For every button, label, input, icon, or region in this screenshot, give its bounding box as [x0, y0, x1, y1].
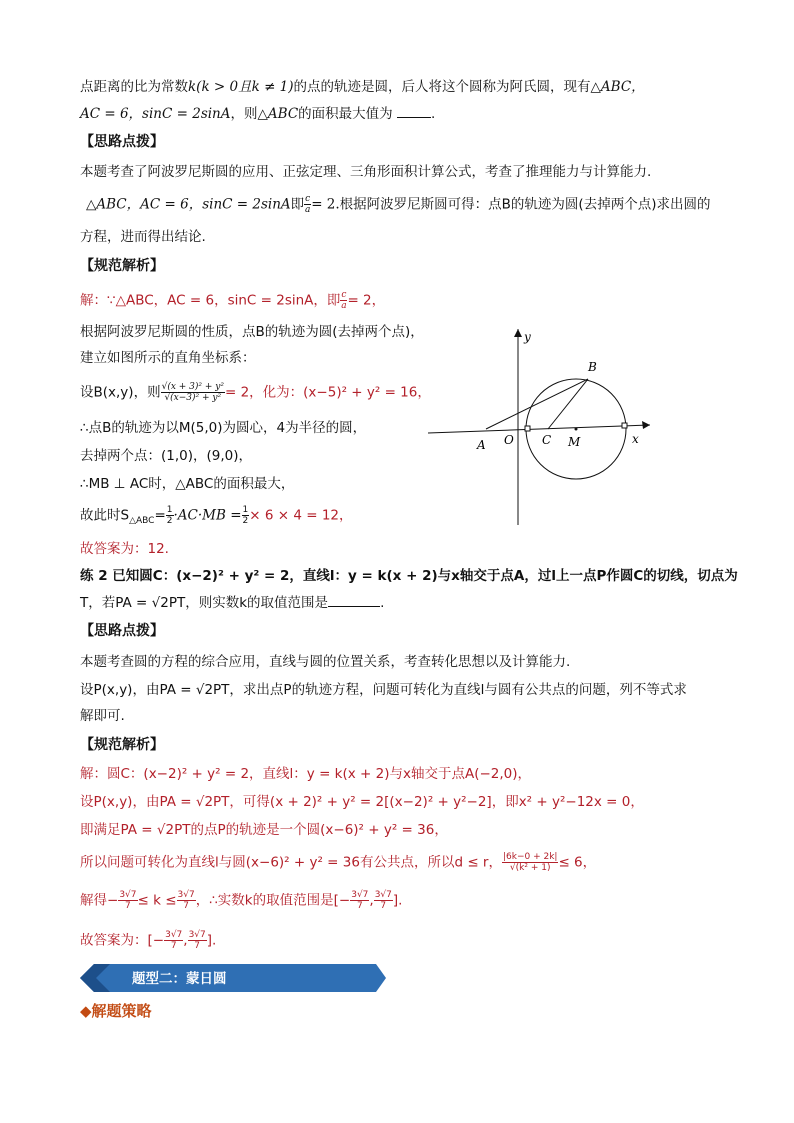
label-M: M: [568, 435, 581, 449]
solution-line-5: ∴点B的轨迹为以M(5,0)为圆心，4为半径的圆，: [80, 420, 367, 436]
solution-line-6: 去掉两个点：(1,0)，(9,0)，: [80, 448, 253, 464]
thinking-line-1: 本题考查了阿波罗尼斯圆的应用、正弦定理、三角形面积计算公式，考查了推理能力与计算能力.: [80, 164, 652, 180]
fraction-3root7-over-7: $\frac{3√7}{7}$: [374, 890, 392, 911]
y-axis-arrow-icon: [514, 329, 522, 337]
center-M-dot: [575, 428, 578, 431]
fraction-c-over-a: $\frac{c}{a}$: [341, 290, 347, 311]
fraction-one-half: $\frac{1}{2}$: [242, 505, 249, 526]
solution-line-2: 设P(x,y)，由PA = √2PT，可得(x + 2)² + y² = 2[(x−2)² + y²−2]，即x² + y²−12x = 0，: [80, 794, 644, 810]
banner-shape: [80, 964, 386, 992]
fraction-3root7-over-7: $\frac{3√7}{7}$: [119, 890, 137, 911]
label-y: y: [524, 330, 531, 344]
solution-line-5: 解得− $\frac{3√7}{7}$ ≤ k ≤ $\frac{3√7}{7}$ ，∴实数k的取值范围是[− $\frac{3√7}{7}$ , $\frac{3√7}{7}$ ].: [80, 890, 403, 911]
section-heading-thinking: 【思路点拨】: [80, 623, 164, 639]
excluded-point-1: [525, 426, 530, 431]
solution-answer: 故答案为：12.: [80, 541, 169, 557]
solution-line-4: 所以问题可转化为直线l与圆(x−6)² + y² = 36有公共点，所以d ≤ r， $\frac{|6k-0 + 2k|}{\text{√(k² + 1)}}$ ≤ 6，: [80, 852, 597, 873]
label-x: x: [632, 432, 639, 446]
problem-line-2: AC = 6，sinC = 2sinA，则△ABC的面积最大值为 .: [80, 106, 436, 122]
distance-fraction: $\frac{|6k-0 + 2k|}{\text{√(k² + 1)}}$: [502, 852, 558, 873]
segment-AB: [486, 379, 588, 429]
thinking-line-3: 方程，进而得出结论.: [80, 229, 206, 245]
thinking-line-1: 本题考查圆的方程的综合应用，直线与圆的位置关系，考查转化思想以及计算能力.: [80, 654, 571, 670]
diamond-icon: ◆: [80, 1002, 92, 1020]
label-O: O: [504, 433, 514, 447]
solution-line-3: 即满足PA = √2PT的点P的轨迹是一个圆(x−6)² + y² = 36，: [80, 822, 448, 838]
section-heading-thinking: 【思路点拨】: [80, 134, 164, 150]
label-B: B: [588, 360, 597, 374]
answer-blank: [328, 594, 380, 607]
solution-answer: 故答案为：[− $\frac{3√7}{7}$ , $\frac{3√7}{7}$ ].: [80, 930, 217, 951]
label-C: C: [542, 433, 552, 447]
segment-CB: [548, 379, 588, 429]
fraction-one-half: $\frac{1}{2}$: [166, 505, 173, 526]
x-axis-arrow-icon: [642, 421, 650, 429]
solution-line-4: 设B(x,y)，则 $\frac{\text{√(x + 3)² + y²}}{\text{√(x−3)² + y²}}$ = 2，化为：(x−5)² + y² = 16，: [80, 382, 431, 403]
thinking-line-2: △ABC，AC = 6，sinC = 2sinA即 $\frac{c}{a}$ = 2.根据阿波罗尼斯圆可得：点B的轨迹为圆(去掉两个点)求出圆的: [86, 194, 711, 215]
fraction-3root7-over-7: $\frac{3√7}{7}$: [165, 930, 183, 951]
section-banner: [80, 964, 386, 992]
excluded-point-2: [622, 423, 627, 428]
thinking-line-2: 设P(x,y)，由PA = √2PT，求出点P的轨迹方程，问题可转化为直线l与圆有公共点的问题，列不等式求: [80, 682, 687, 698]
fraction-c-over-a: $\frac{c}{a}$: [304, 194, 311, 215]
x-axis: [428, 425, 650, 433]
thinking-line-3: 解即可.: [80, 708, 125, 724]
strategy-label: 解题策略: [91, 1002, 152, 1020]
solution-line-1: 解：圆C：(x−2)² + y² = 2，直线l：y = k(x + 2)与x轴交于点A(−2,0)，: [80, 766, 532, 782]
solution-line-7: ∴MB ⊥ AC时，△ABC的面积最大，: [80, 476, 295, 492]
solution-line-8: 故此时$S_{\triangle ABC}=$ $\frac{1}{2}$ ·AC·MB = $\frac{1}{2}$ × 6 × 4 = 12，: [80, 505, 353, 527]
solution-line-2: 根据阿波罗尼斯圆的性质，点B的轨迹为圆(去掉两个点)，: [80, 324, 424, 340]
fraction-3root7-over-7: $\frac{3√7}{7}$: [351, 890, 369, 911]
section-heading-solution: 【规范解析】: [80, 258, 164, 274]
strategy-heading: [80, 1000, 152, 1021]
distance-ratio-fraction: $\frac{\text{√(x + 3)² + y²}}{\text{√(x−3)² + y²}}$: [161, 382, 224, 403]
solution-line-3: 建立如图所示的直角坐标系：: [80, 350, 256, 366]
exercise-2-line-2: T，若PA = √2PT，则实数k的取值范围是 .: [80, 595, 385, 611]
solution-line-1: 解：∵△ABC，AC = 6，sinC = 2sinA，即 $\frac{c}{a}$ = 2，: [80, 290, 386, 311]
label-A: A: [477, 438, 486, 452]
apollonius-circle-figure: [428, 325, 658, 530]
fraction-3root7-over-7: $\frac{3√7}{7}$: [188, 930, 206, 951]
problem-line-1: 点距离的比为常数k(k > 0且k ≠ 1)的点的轨迹是圆，后人将这个圆称为阿氏圆，现有△ABC，: [80, 79, 645, 95]
banner-label: 题型二：蒙日圆: [132, 971, 227, 987]
answer-blank: [397, 105, 431, 118]
exercise-2-line-1: 练 2 已知圆C：(x−2)² + y² = 2，直线l：y = k(x + 2)与x轴交于点A，过l上一点P作圆C的切线，切点为: [80, 568, 738, 584]
fraction-3root7-over-7: $\frac{3√7}{7}$: [177, 890, 195, 911]
section-heading-solution: 【规范解析】: [80, 737, 164, 753]
